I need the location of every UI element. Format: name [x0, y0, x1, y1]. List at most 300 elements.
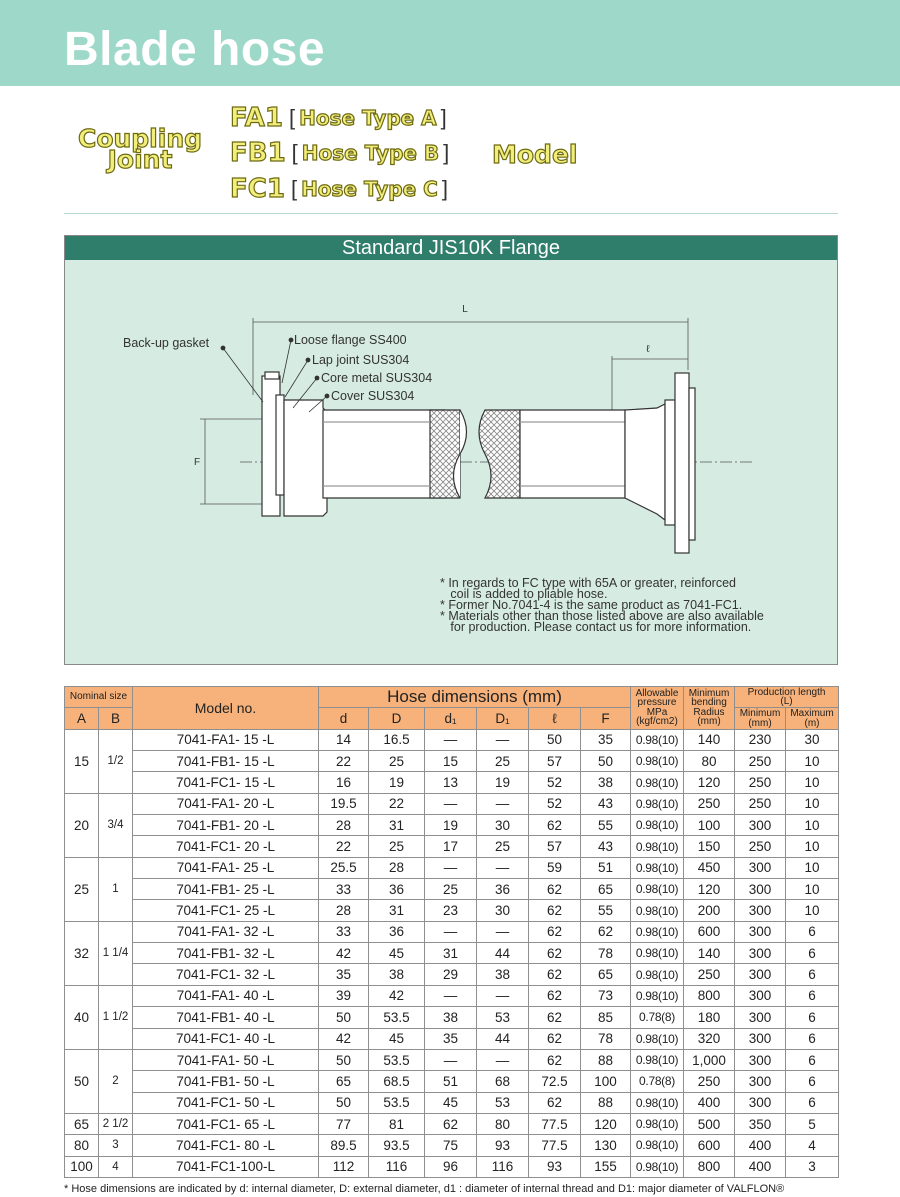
note-line: * Materials other than those listed above are also available [440, 609, 764, 623]
table-cell: 50 [529, 729, 581, 750]
table-cell: 6 [786, 1007, 839, 1028]
table-cell: 53.5 [369, 1049, 425, 1070]
table-cell: 17 [425, 836, 477, 857]
table-cell: 10 [786, 772, 839, 793]
table-cell: 120 [684, 772, 735, 793]
table-cell: 22 [319, 836, 369, 857]
table-cell: 53.5 [369, 1092, 425, 1113]
table-cell: 6 [786, 964, 839, 985]
table-cell: — [477, 921, 529, 942]
table-cell: 300 [735, 879, 786, 900]
table-cell: 80 [684, 751, 735, 772]
table-cell: 0.98(10) [631, 943, 684, 964]
table-cell: 120 [684, 879, 735, 900]
table-cell: 130 [581, 1135, 631, 1156]
table-cell: 62 [529, 900, 581, 921]
header-line: bending [691, 697, 727, 709]
model-cell: 7041-FB1- 15 -L [133, 751, 319, 772]
table-cell: 62 [529, 1049, 581, 1070]
hose-type-label: Hose Type A [299, 106, 437, 130]
model-word: Model [492, 140, 578, 169]
header-line: pressure [637, 697, 677, 709]
table-cell: 0.98(10) [631, 1049, 684, 1070]
nominal-a-cell: 40 [65, 985, 99, 1049]
table-cell: 3 [786, 1156, 839, 1177]
table-cell: 5 [786, 1113, 839, 1134]
table-cell: 10 [786, 836, 839, 857]
header-line: (mm) [748, 717, 772, 729]
table-cell: 6 [786, 1071, 839, 1092]
bracket-close: ] [441, 176, 448, 201]
model-cell: 7041-FA1- 25 -L [133, 857, 319, 878]
panel-title: Standard JIS10K Flange [65, 236, 837, 260]
table-cell: 55 [581, 900, 631, 921]
table-cell: 44 [477, 1028, 529, 1049]
col-allowable-pressure [631, 687, 684, 730]
table-row [65, 772, 839, 793]
table-cell: 19 [477, 772, 529, 793]
table-cell: 120 [581, 1113, 631, 1134]
table-cell: 16 [319, 772, 369, 793]
table-cell: 28 [319, 900, 369, 921]
table-cell: 800 [684, 985, 735, 1006]
table-cell: 36 [369, 879, 425, 900]
table-cell: 62 [529, 943, 581, 964]
header-line: (mm) [697, 716, 721, 728]
header-line: Radius [693, 706, 725, 718]
col-b: B [99, 708, 133, 729]
table-cell: — [425, 1049, 477, 1070]
col-model-no: Model no. [133, 687, 319, 730]
label-core-metal: Core metal SUS304 [321, 371, 433, 385]
table-cell: 68 [477, 1071, 529, 1092]
table-cell: 38 [581, 772, 631, 793]
col-l: ℓ [529, 708, 581, 729]
table-cell: 35 [319, 964, 369, 985]
table-cell: 59 [529, 857, 581, 878]
spec-table [64, 686, 839, 1178]
header-line: Minimum [739, 708, 781, 720]
table-cell: 53 [477, 1007, 529, 1028]
table-cell: 6 [786, 1028, 839, 1049]
model-cell: 7041-FB1- 25 -L [133, 879, 319, 900]
header-line: Maximum [790, 708, 834, 720]
table-cell: 53 [477, 1092, 529, 1113]
model-cell: 7041-FC1- 25 -L [133, 900, 319, 921]
table-cell: 200 [684, 900, 735, 921]
table-cell: 6 [786, 1049, 839, 1070]
table-cell: 0.98(10) [631, 772, 684, 793]
table-row [65, 1028, 839, 1049]
table-cell: 300 [735, 1092, 786, 1113]
table-cell: 68.5 [369, 1071, 425, 1092]
footnote: * Hose dimensions are indicated by d: internal diameter, D: external diameter, d1 : diameter of internal thread and D1: major diameter of VALFLON® [64, 1183, 785, 1195]
table-cell: 10 [786, 879, 839, 900]
table-row [65, 751, 839, 772]
table-cell: 42 [369, 985, 425, 1006]
model-line-fb1 [230, 138, 449, 168]
table-cell: — [425, 985, 477, 1006]
table-cell: 300 [735, 1028, 786, 1049]
table-cell: 800 [684, 1156, 735, 1177]
col-a: A [65, 708, 99, 729]
table-cell: 1,000 [684, 1049, 735, 1070]
table-cell: 0.98(10) [631, 900, 684, 921]
hose-drawing [65, 260, 837, 560]
bracket-open: [ [289, 105, 296, 130]
label-backup-gasket: Back-up gasket [123, 336, 210, 350]
table-cell: 100 [684, 815, 735, 836]
table-cell: 19 [369, 772, 425, 793]
table-cell: 140 [684, 729, 735, 750]
table-cell: 36 [369, 921, 425, 942]
col-d: d [319, 708, 369, 729]
model-cell: 7041-FC1- 32 -L [133, 964, 319, 985]
table-cell: 0.98(10) [631, 857, 684, 878]
joint-word: Joint [107, 145, 173, 174]
table-cell: 45 [369, 1028, 425, 1049]
table-cell: — [425, 793, 477, 814]
table-cell: 31 [425, 943, 477, 964]
dim-F: F [193, 457, 201, 468]
table-cell: 22 [369, 793, 425, 814]
nominal-a-cell: 65 [65, 1113, 99, 1134]
nominal-b-cell: 1 [99, 857, 133, 921]
table-cell: 33 [319, 921, 369, 942]
table-cell: 6 [786, 1092, 839, 1113]
right-hose [479, 410, 625, 498]
table-cell: 500 [684, 1113, 735, 1134]
table-cell: 65 [319, 1071, 369, 1092]
table-cell: 77.5 [529, 1113, 581, 1134]
model-cell: 7041-FC1- 15 -L [133, 772, 319, 793]
right-flange [625, 373, 695, 553]
table-cell: 300 [735, 815, 786, 836]
table-row [65, 1156, 839, 1177]
model-line-fc1 [230, 174, 448, 204]
table-row [65, 1007, 839, 1028]
table-cell: 0.98(10) [631, 1156, 684, 1177]
left-hose [323, 410, 467, 498]
table-cell: 77.5 [529, 1135, 581, 1156]
nominal-b-cell: 4 [99, 1156, 133, 1177]
table-cell: 50 [319, 1007, 369, 1028]
table-row [65, 1092, 839, 1113]
table-cell: 62 [529, 879, 581, 900]
nominal-b-cell: 3/4 [99, 793, 133, 857]
table-cell: — [425, 729, 477, 750]
table-cell: 116 [477, 1156, 529, 1177]
table-cell: 25 [477, 836, 529, 857]
model-cell: 7041-FC1-100-L [133, 1156, 319, 1177]
model-line-fa1 [230, 103, 447, 133]
page-title: Blade hose [64, 23, 326, 76]
table-cell: 65 [581, 879, 631, 900]
table-cell: 13 [425, 772, 477, 793]
table-cell: 62 [529, 1028, 581, 1049]
table-row [65, 857, 839, 878]
table-cell: 6 [786, 985, 839, 1006]
table-cell: 6 [786, 943, 839, 964]
table-cell: 25.5 [319, 857, 369, 878]
drawing-panel [64, 235, 838, 665]
table-cell: 16.5 [369, 729, 425, 750]
nominal-a-cell: 100 [65, 1156, 99, 1177]
table-cell: 6 [786, 921, 839, 942]
model-section [0, 100, 900, 210]
table-cell: 57 [529, 751, 581, 772]
table-cell: 180 [684, 1007, 735, 1028]
table-cell: 33 [319, 879, 369, 900]
nominal-a-cell: 15 [65, 729, 99, 793]
table-cell: 25 [425, 879, 477, 900]
left-flange [262, 372, 327, 516]
table-cell: 93 [477, 1135, 529, 1156]
table-cell: 0.98(10) [631, 815, 684, 836]
table-cell: 75 [425, 1135, 477, 1156]
table-cell: 150 [684, 836, 735, 857]
note-line: coil is added to pliable hose. [440, 587, 608, 601]
header-line: (m) [804, 717, 820, 729]
table-cell: 100 [581, 1071, 631, 1092]
note-line: * In regards to FC type with 65A or greater, reinforced [440, 576, 736, 590]
table-cell: 57 [529, 836, 581, 857]
table-cell: 51 [581, 857, 631, 878]
table-cell: 39 [319, 985, 369, 1006]
table-cell: 0.98(10) [631, 1092, 684, 1113]
col-D1: D₁ [477, 708, 529, 729]
table-cell: 0.98(10) [631, 964, 684, 985]
table-cell: 600 [684, 1135, 735, 1156]
table-cell: 52 [529, 772, 581, 793]
model-cell: 7041-FC1- 50 -L [133, 1092, 319, 1113]
table-cell: 10 [786, 751, 839, 772]
table-cell: 300 [735, 1049, 786, 1070]
table-cell: 400 [735, 1156, 786, 1177]
dim-L: L [462, 304, 468, 315]
table-cell: 0.78(8) [631, 1007, 684, 1028]
table-cell: 23 [425, 900, 477, 921]
table-cell: 300 [735, 964, 786, 985]
table-cell: 300 [735, 921, 786, 942]
table-cell: 22 [319, 751, 369, 772]
model-cell: 7041-FC1- 80 -L [133, 1135, 319, 1156]
table-cell: 28 [319, 815, 369, 836]
table-cell: 112 [319, 1156, 369, 1177]
table-cell: 400 [684, 1092, 735, 1113]
bracket-open: [ [290, 176, 298, 201]
model-cell: 7041-FC1- 65 -L [133, 1113, 319, 1134]
table-row [65, 921, 839, 942]
table-cell: 30 [477, 900, 529, 921]
table-cell: 30 [477, 815, 529, 836]
table-cell: 80 [477, 1113, 529, 1134]
table-cell: 400 [735, 1135, 786, 1156]
table-cell: 25 [369, 751, 425, 772]
table-cell: 250 [735, 793, 786, 814]
hose-type-label: Hose Type B [301, 141, 440, 165]
table-cell: 0.98(10) [631, 729, 684, 750]
table-cell: 31 [369, 900, 425, 921]
table-row [65, 1113, 839, 1134]
table-row [65, 985, 839, 1006]
model-cell: 7041-FB1- 20 -L [133, 815, 319, 836]
table-cell: 42 [319, 943, 369, 964]
table-cell: 77 [319, 1113, 369, 1134]
table-cell: 450 [684, 857, 735, 878]
nominal-b-cell: 2 [99, 1049, 133, 1113]
table-cell: 30 [786, 729, 839, 750]
table-cell: 51 [425, 1071, 477, 1092]
table-cell: 300 [735, 985, 786, 1006]
note-line: for production. Please contact us for more information. [440, 620, 752, 634]
bracket-open: [ [291, 140, 298, 165]
table-cell: 65 [581, 964, 631, 985]
notes [440, 578, 764, 633]
nominal-a-cell: 20 [65, 793, 99, 857]
table-cell: 78 [581, 943, 631, 964]
table-cell: 14 [319, 729, 369, 750]
col-max-length [786, 708, 839, 729]
table-cell: 140 [684, 943, 735, 964]
table-cell: 93.5 [369, 1135, 425, 1156]
nominal-b-cell: 1/2 [99, 729, 133, 793]
model-code: FB1 [230, 138, 286, 168]
table-cell: 52 [529, 793, 581, 814]
header-line: Minimum [688, 687, 730, 699]
header-line: Allowable [635, 687, 679, 699]
table-cell: 250 [684, 793, 735, 814]
table-cell: 29 [425, 964, 477, 985]
table-row [65, 1135, 839, 1156]
table-cell: 43 [581, 793, 631, 814]
model-code: FA1 [230, 103, 283, 133]
table-cell: 35 [425, 1028, 477, 1049]
table-cell: 0.98(10) [631, 1113, 684, 1134]
table-cell: 62 [529, 1007, 581, 1028]
table-row [65, 729, 839, 750]
table-row [65, 1071, 839, 1092]
table-cell: 320 [684, 1028, 735, 1049]
table-cell: 93 [529, 1156, 581, 1177]
bracket-close: ] [440, 105, 447, 130]
table-cell: 28 [369, 857, 425, 878]
table-cell: 89.5 [319, 1135, 369, 1156]
table-cell: 25 [369, 836, 425, 857]
table-cell: 19 [425, 815, 477, 836]
table-cell: 0.78(8) [631, 1071, 684, 1092]
table-row [65, 815, 839, 836]
table-cell: — [425, 921, 477, 942]
table-cell: 35 [581, 729, 631, 750]
model-cell: 7041-FA1- 32 -L [133, 921, 319, 942]
header-line: (L) [780, 696, 793, 708]
note-line: * Former No.7041-4 is the same product as 7041-FC1. [440, 598, 743, 612]
nominal-b-cell: 1 1/4 [99, 921, 133, 985]
col-d1: d₁ [425, 708, 477, 729]
table-cell: 62 [529, 1092, 581, 1113]
table-cell: 62 [581, 921, 631, 942]
table-cell: 15 [425, 751, 477, 772]
model-cell: 7041-FA1- 15 -L [133, 729, 319, 750]
nominal-a-cell: 80 [65, 1135, 99, 1156]
table-cell: 50 [581, 751, 631, 772]
table-cell: 55 [581, 815, 631, 836]
bracket-close: ] [443, 140, 450, 165]
table-cell: 250 [735, 772, 786, 793]
table-cell: 230 [735, 729, 786, 750]
table-cell: 0.98(10) [631, 879, 684, 900]
nominal-b-cell: 1 1/2 [99, 985, 133, 1049]
table-cell: 4 [786, 1135, 839, 1156]
table-cell: — [477, 985, 529, 1006]
nominal-b-cell: 2 1/2 [99, 1113, 133, 1134]
nominal-a-cell: 32 [65, 921, 99, 985]
table-row [65, 793, 839, 814]
table-cell: 45 [425, 1092, 477, 1113]
header-line: (kgf/cm2) [636, 716, 678, 728]
label-lap-joint: Lap joint SUS304 [312, 353, 410, 367]
title-banner [0, 0, 900, 86]
table-cell: 88 [581, 1092, 631, 1113]
table-cell: 250 [684, 1071, 735, 1092]
label-cover: Cover SUS304 [331, 389, 415, 403]
table-row [65, 879, 839, 900]
table-row [65, 964, 839, 985]
nominal-a-cell: 25 [65, 857, 99, 921]
table-cell: 62 [529, 921, 581, 942]
nominal-a-cell: 50 [65, 1049, 99, 1113]
model-cell: 7041-FB1- 50 -L [133, 1071, 319, 1092]
table-cell: 300 [735, 900, 786, 921]
table-cell: 0.98(10) [631, 751, 684, 772]
table-cell: 10 [786, 900, 839, 921]
table-cell: 300 [735, 1007, 786, 1028]
table-cell: 250 [735, 836, 786, 857]
divider [64, 213, 838, 214]
table-cell: 44 [477, 943, 529, 964]
header-line: Production length [747, 686, 826, 698]
col-F: F [581, 708, 631, 729]
nominal-b-cell: 3 [99, 1135, 133, 1156]
table-cell: 88 [581, 1049, 631, 1070]
table-cell: 38 [369, 964, 425, 985]
model-cell: 7041-FB1- 32 -L [133, 943, 319, 964]
table-cell: — [477, 857, 529, 878]
table-cell: — [477, 729, 529, 750]
table-cell: — [477, 1049, 529, 1070]
table-cell: 300 [735, 943, 786, 964]
table-cell: 250 [735, 751, 786, 772]
table-cell: 43 [581, 836, 631, 857]
table-cell: 53.5 [369, 1007, 425, 1028]
table-cell: 31 [369, 815, 425, 836]
table-cell: 350 [735, 1113, 786, 1134]
table-cell: 72.5 [529, 1071, 581, 1092]
table-row [65, 836, 839, 857]
table-cell: 250 [684, 964, 735, 985]
col-production-length [735, 687, 839, 708]
col-bending-radius [684, 687, 735, 730]
table-cell: 73 [581, 985, 631, 1006]
model-cell: 7041-FC1- 20 -L [133, 836, 319, 857]
table-cell: — [477, 793, 529, 814]
table-cell: 0.98(10) [631, 1135, 684, 1156]
coupling-word: Coupling [77, 124, 203, 153]
model-cell: 7041-FA1- 50 -L [133, 1049, 319, 1070]
table-cell: 50 [319, 1049, 369, 1070]
table-cell: 96 [425, 1156, 477, 1177]
